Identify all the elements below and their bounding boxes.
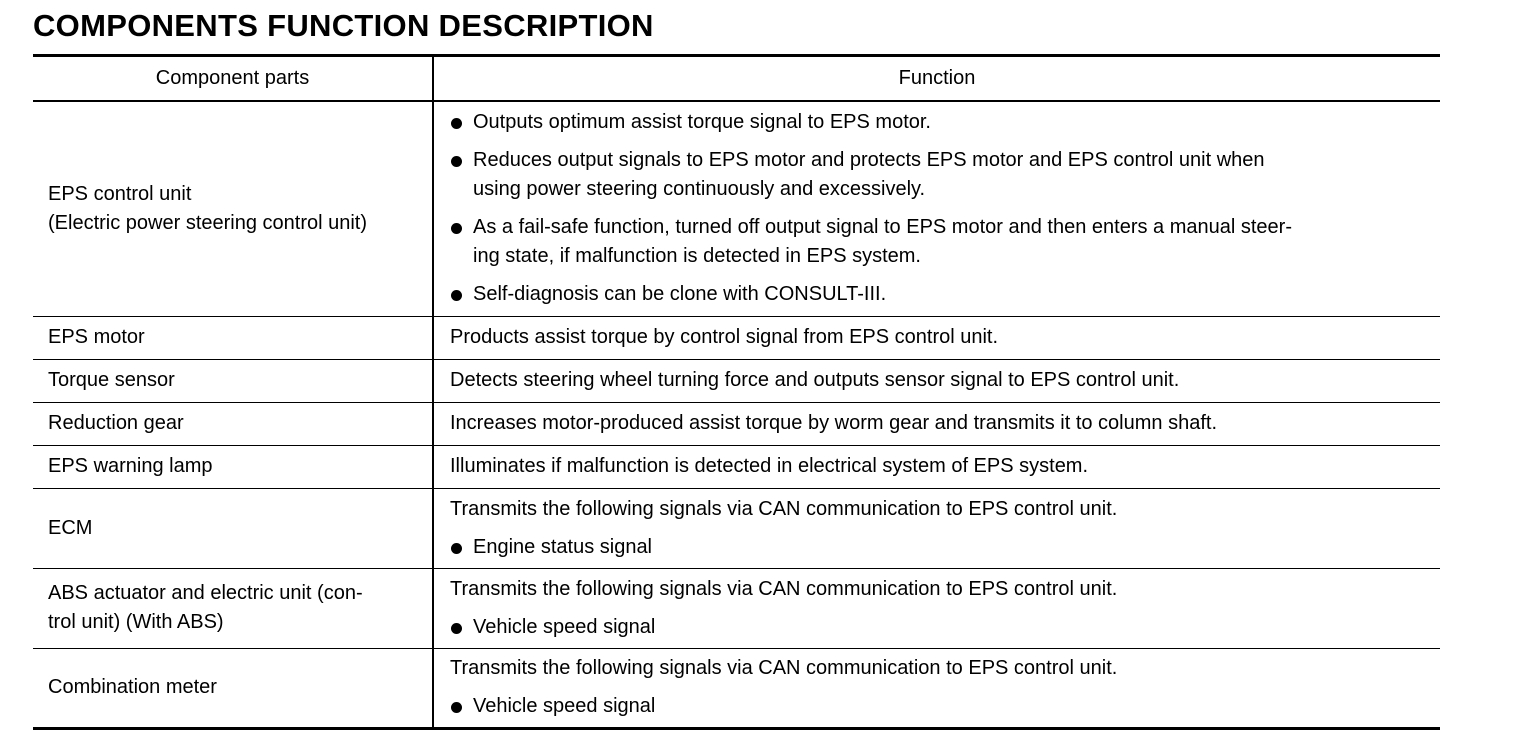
part-name-line: EPS control unit [48,182,192,205]
page-title: COMPONENTS FUNCTION DESCRIPTION [33,8,654,43]
bullet-item [450,146,1432,204]
part-abs-unit [33,568,433,648]
bullet-item [450,213,1432,271]
table-row [33,101,1440,316]
function-eps-warning-lamp: Illuminates if malfunction is detected in electrical system of EPS system. [433,445,1440,488]
part-eps-warning-lamp: EPS warning lamp [33,445,433,488]
function-reduction-gear: Increases motor-produced assist torque by worm gear and transmits it to column shaft. [433,402,1440,445]
part-ecm: ECM [33,488,433,568]
bullet-text: Reduces output signals to EPS motor and protects EPS motor and EPS control unit when [473,149,1265,172]
part-combination-meter: Combination meter [33,648,433,728]
bullet-item [450,108,1432,137]
bullet-text: Self-diagnosis can be clone with CONSULT-III. [473,283,887,306]
table-row [33,359,1440,402]
header-row [33,56,1440,102]
bullet-text: Vehicle speed signal [473,615,656,638]
bullet-item [450,613,1432,642]
bullet-text: Outputs optimum assist torque signal to EPS motor. [473,111,931,134]
table-row [33,402,1440,445]
bullet-icon [450,613,473,642]
bullet-text: ing state, if malfunction is detected in EPS system. [473,245,921,268]
function-combination-meter [433,648,1440,728]
part-name-line: (Electric power steering control unit) [48,211,368,234]
bullet-icon [450,533,473,562]
bullet-item [450,692,1432,721]
part-eps-control-unit [33,101,433,316]
function-eps-control-unit [433,101,1440,316]
function-text: Transmits the following signals via CAN communication to EPS control unit. [450,497,1118,520]
table-row [33,648,1440,728]
bullet-item [450,280,1432,309]
bullet-icon [450,108,473,137]
part-name-line: ABS actuator and electric unit (con- [48,582,363,604]
table-row [33,316,1440,359]
function-torque-sensor: Detects steering wheel turning force and outputs sensor signal to EPS control unit. [433,359,1440,402]
header-component-parts: Component parts [33,56,433,102]
bullet-icon [450,280,473,309]
bullet-icon [450,692,473,721]
bullet-item [450,533,1432,562]
function-eps-motor: Products assist torque by control signal from EPS control unit. [433,316,1440,359]
table-row [33,568,1440,648]
part-reduction-gear: Reduction gear [33,402,433,445]
bullet-text: Vehicle speed signal [473,695,656,717]
function-text: Transmits the following signals via CAN communication to EPS control unit. [450,577,1118,600]
table-row [33,488,1440,568]
bullet-icon [450,146,473,175]
part-torque-sensor: Torque sensor [33,359,433,402]
bullet-text: As a fail-safe function, turned off output signal to EPS motor and then enters a manual steer- [473,216,1292,239]
header-function: Function [433,56,1440,102]
bullet-text: using power steering continuously and excessively. [473,178,926,201]
table-row [33,445,1440,488]
bullet-icon [450,213,473,242]
bullet-text: Engine status signal [473,535,653,558]
part-name-line: trol unit) (With ABS) [48,611,224,633]
function-text: Transmits the following signals via CAN communication to EPS control unit. [450,657,1118,679]
part-eps-motor: EPS motor [33,316,433,359]
function-abs-unit [433,568,1440,648]
function-ecm [433,488,1440,568]
components-table [33,54,1440,730]
